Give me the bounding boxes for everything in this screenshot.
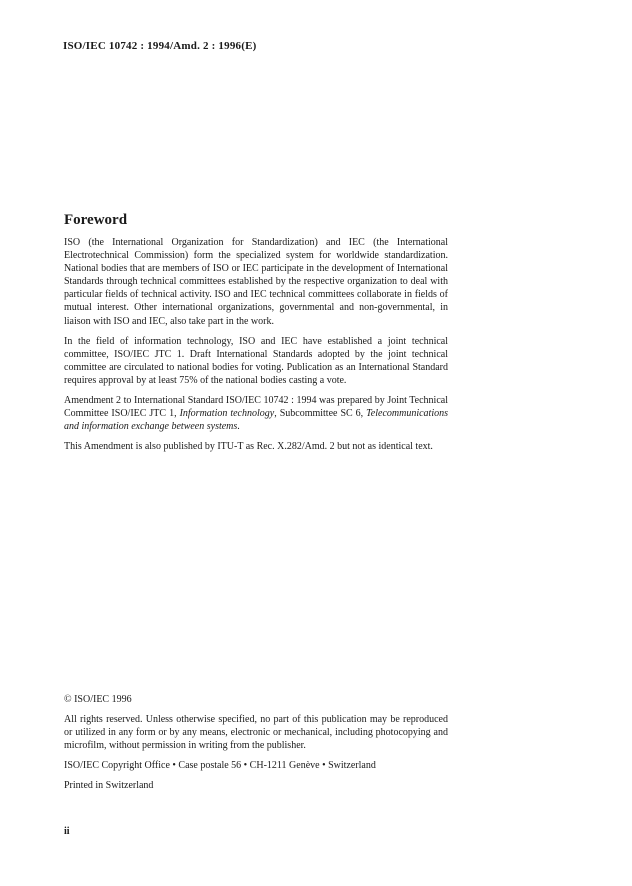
rights-statement: All rights reserved. Unless otherwise specified, no part of this publication may be reproduced or utilized in any form or by any means, electronic or mechanical, including photocopying and microfilm, without permission in writing from the publisher. (64, 714, 448, 752)
subcommittee-title-italic: Telecommunications and information exchange between systems (64, 408, 449, 433)
paragraph-3-middle: , Subcommittee SC 6, (274, 408, 367, 420)
printed-in: Printed in Switzerland (64, 780, 154, 792)
page-number: ii (64, 826, 70, 837)
foreword-paragraph-1: ISO (the International Organization for Standardization) and IEC (the International Electrotechnical Commission) form the specialized system for worldwide standardization. National bodies that are members of ISO or IEC participate in the development of International Standards through technical committees established by the respective organization to deal with particular fields of technical activity. ISO and IEC technical committees collaborate in fields of mutual interest. Other international organizations, governmental and non-governmental, in liaison with ISO and IEC, also take part in the work. (64, 237, 448, 327)
document-header: ISO/IEC 10742 : 1994/Amd. 2 : 1996(E) (63, 40, 257, 52)
copyright-office: ISO/IEC Copyright Office • Case postale 56 • CH-1211 Genève • Switzerland (64, 760, 376, 772)
foreword-paragraph-4: This Amendment is also published by ITU-T as Rec. X.282/Amd. 2 but not as identical text. (64, 441, 433, 453)
foreword-title: Foreword (64, 212, 128, 228)
copyright-section (64, 693, 448, 800)
paragraph-3-prefix: Amendment 2 to International Standard ISO/IEC 10742 : 1994 was prepared by Joint Technical Committee ISO/IEC JTC 1, (64, 395, 448, 420)
committee-title-italic: Information technology (179, 408, 275, 420)
foreword-paragraph-2: In the field of information technology, ISO and IEC have established a joint technical committee, ISO/IEC JTC 1. Draft International Standards adopted by the joint technical committee are circulated to national bodies for voting. Publication as an International Standard requires approval by at least 75% of the national bodies casting a vote. (64, 335, 448, 386)
copyright-notice: © ISO/IEC 1996 (64, 694, 132, 705)
foreword-paragraph-3 (64, 394, 448, 433)
foreword-body (64, 236, 448, 460)
paragraph-3-suffix: . (237, 421, 240, 433)
